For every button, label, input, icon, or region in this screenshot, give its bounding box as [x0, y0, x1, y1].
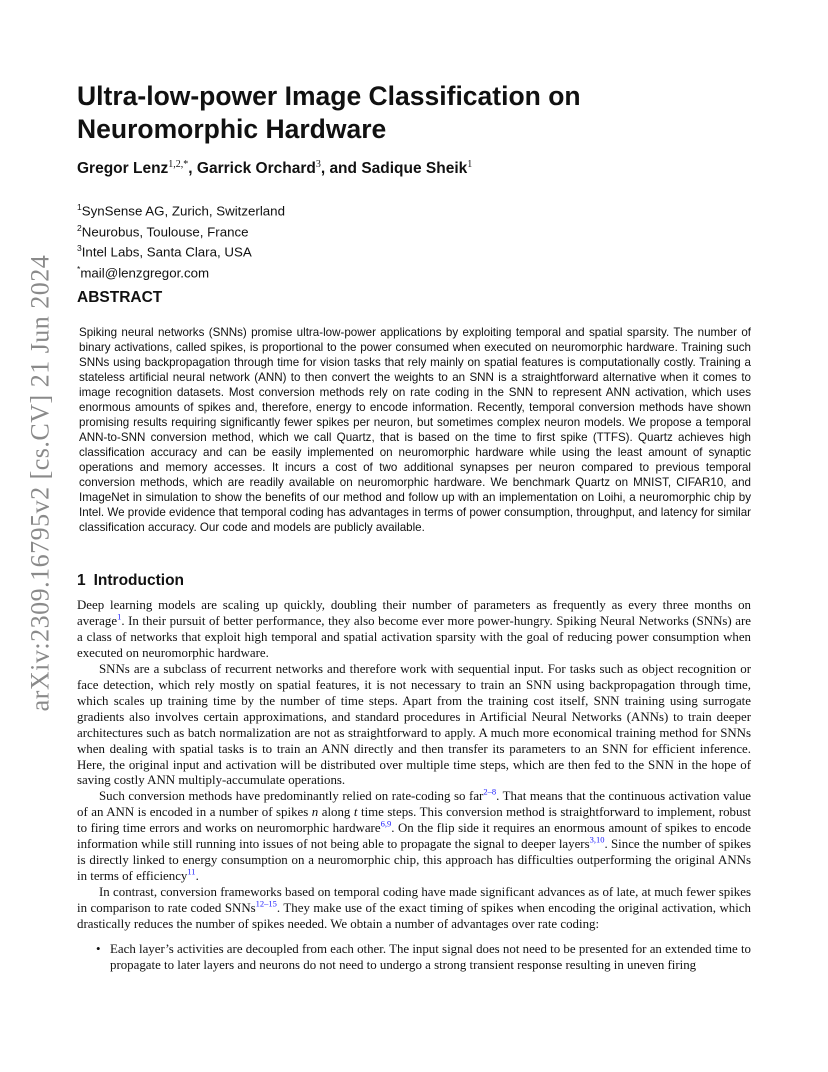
citation-link[interactable]: 11	[187, 866, 196, 877]
text-run: Such conversion methods have predominantly relied on rate-coding so far	[99, 789, 484, 804]
bullet-marker: •	[96, 942, 101, 957]
bullet-list	[77, 942, 751, 974]
text-run: . In their pursuit of better performance, they also become ever more power-hungry. Spiking Neural Networks (SNNs) are a class of networks that exploit high temporal and spatial activation sparsity with the goal of reducing power consumption when executed on neuromorphic hardware.	[77, 613, 751, 660]
affiliation-text: Intel Labs, Santa Clara, USA	[81, 244, 252, 260]
section-body	[77, 598, 751, 974]
paragraph	[77, 885, 751, 933]
text-run: . On the flip side it requires an enormous amount of spikes to encode information while still running into issues of not being able to propagate the signal to deeper layers	[77, 821, 751, 852]
affiliation-mark: 2	[77, 222, 82, 233]
citation-link[interactable]: 1	[117, 611, 122, 622]
citation-link[interactable]: 2–8	[483, 787, 497, 798]
text-run: . Since the number of spikes is directly linked to energy consumption on a neuromorphic chip, this approach has difficulties outperforming the original ANNs in terms of efficiency	[77, 837, 751, 884]
citation-link[interactable]: 12–15	[255, 898, 277, 909]
citation-link[interactable]: 3,10	[589, 835, 605, 845]
author-name: Gregor Lenz	[77, 160, 169, 178]
text-run: time steps. This conversion method is straightforward to implement, robust to firing time errors and works on neuromorphic hardware	[77, 805, 751, 836]
text-run: along	[318, 805, 354, 820]
paragraph	[77, 598, 751, 662]
section-title: Introduction	[93, 572, 185, 589]
affiliation-text: Neurobus, Toulouse, France	[81, 224, 249, 240]
list-item	[96, 942, 751, 974]
paragraph: SNNs are a subclass of recurrent networks and therefore work with sequential input. For tasks such as object recognition or face detection, which rely mostly on spatial features, it is not necessary to train an SNN using backpropagation through time, which scales up training time by the number of time steps. Apart from the training cost itself, SNN training using surrogate gradients also involves certain approximations, and standard procedures in Artificial Neural Networks (ANNs) to train deeper architectures such as batch normalization are not as straightforward to apply. A much more economical training method for SNNs when dealing with spatial tasks is to train an ANN directly and then transfer its parameters to an SNN for efficient inference. Here, the original input and activation will be distributed over multiple time steps, which are then fed to the SNN in the hope of saving costly ANN multiply-accumulate operations.	[77, 661, 751, 788]
text-run: Deep learning models are scaling up quickly, doubling their number of parameters as frequently as every three months on average	[77, 598, 751, 628]
section-number: 1	[77, 572, 86, 589]
affiliation-item	[77, 261, 285, 282]
affiliation-item	[77, 240, 285, 261]
section-heading	[77, 572, 184, 590]
abstract-text: Spiking neural networks (SNNs) promise ultra-low-power applications by exploiting temporal and spatial sparsity. The number of binary activations, called spikes, is proportional to the power consumed when executed on neuromorphic hardware. Training such SNNs using backpropagation through time for vision tasks that rely mainly on spatial features is computationally costly. Training a stateless artificial neural network (ANN) to then convert the weights to an SNN is a straightforward alternative when it comes to image recognition datasets. Most conversion methods rely on rate coding in the SNN to represent ANN activation, which uses enormous amounts of spikes and, therefore, energy to encode information. Recently, temporal conversion methods have shown promising results requiring significantly fewer spikes per neuron, but sometimes complex neuron models. We propose a temporal ANN-to-SNN conversion method, which we call Quartz, that is based on the time to first spike (TTFS). Quartz achieves high classification accuracy and can be easily implemented on neuromorphic hardware while using the least amount of synaptic operations and memory accesses. It incurs a cost of two additional synapses per neuron compared to previous temporal conversion methods, which are readily available on neuromorphic hardware. We benchmark Quartz on MNIST, CIFAR10, and ImageNet in simulation to show the benefits of our method and follow up with an implementation on Loihi, a neuromorphic chip by Intel. We provide evidence that temporal coding has advantages in terms of power consumption, throughput, and latency for similar classification accuracy. Our code and models are publicly available.	[79, 326, 751, 534]
citation-link[interactable]: 6,9	[380, 819, 392, 830]
text-run: In contrast, conversion frameworks based on temporal coding have made significant advances as of late, at much fewer spikes in comparison to rate coded SNNs	[77, 885, 751, 916]
affiliation-mark: *	[77, 264, 81, 275]
math-variable: t	[353, 805, 358, 820]
text-run: .	[195, 869, 199, 884]
author-affiliation-mark: 1,2,*	[168, 159, 189, 170]
affiliation-mark: 1	[77, 202, 82, 212]
affiliation-mark: 3	[77, 243, 82, 254]
author-separator: ,	[188, 160, 197, 178]
abstract-heading: ABSTRACT	[77, 289, 163, 306]
contact-email: mail@lenzgregor.com	[80, 265, 210, 281]
paragraph	[77, 789, 751, 885]
author-separator: , and	[320, 160, 362, 178]
arxiv-side-identifier	[20, 254, 60, 711]
author-list	[77, 159, 472, 178]
affiliation-text: SynSense AG, Zurich, Switzerland	[81, 203, 285, 219]
paper-title: Ultra-low-power Image Classification on Neuromorphic Hardware	[77, 81, 581, 144]
affiliation-item	[77, 220, 285, 241]
author-name: Sadique Sheik	[361, 160, 468, 178]
affiliation-item	[77, 199, 285, 220]
affiliation-list	[77, 199, 285, 282]
author-name: Garrick Orchard	[196, 160, 316, 178]
author-affiliation-mark: 3	[315, 159, 321, 170]
arxiv-id-text: arXiv:2309.16795v2 [cs.CV] 21 Jun 2024	[25, 254, 55, 711]
author-affiliation-mark: 1	[467, 159, 473, 170]
text-run: . They make use of the exact timing of spikes when encoding the original activation, which drastically reduces the number of spikes needed. We obtain a number of advantages over rate coding:	[77, 901, 751, 932]
list-item-text: Each layer’s activities are decoupled from each other. The input signal does not need to be presented for an extended time to propagate to later layers and neurons do not need to undergo a strong transient response resulting in uneven firing	[110, 942, 751, 972]
math-variable: n	[311, 805, 319, 820]
text-run: . That means that the continuous activation value of an ANN is encoded in a number of spikes	[77, 789, 751, 820]
